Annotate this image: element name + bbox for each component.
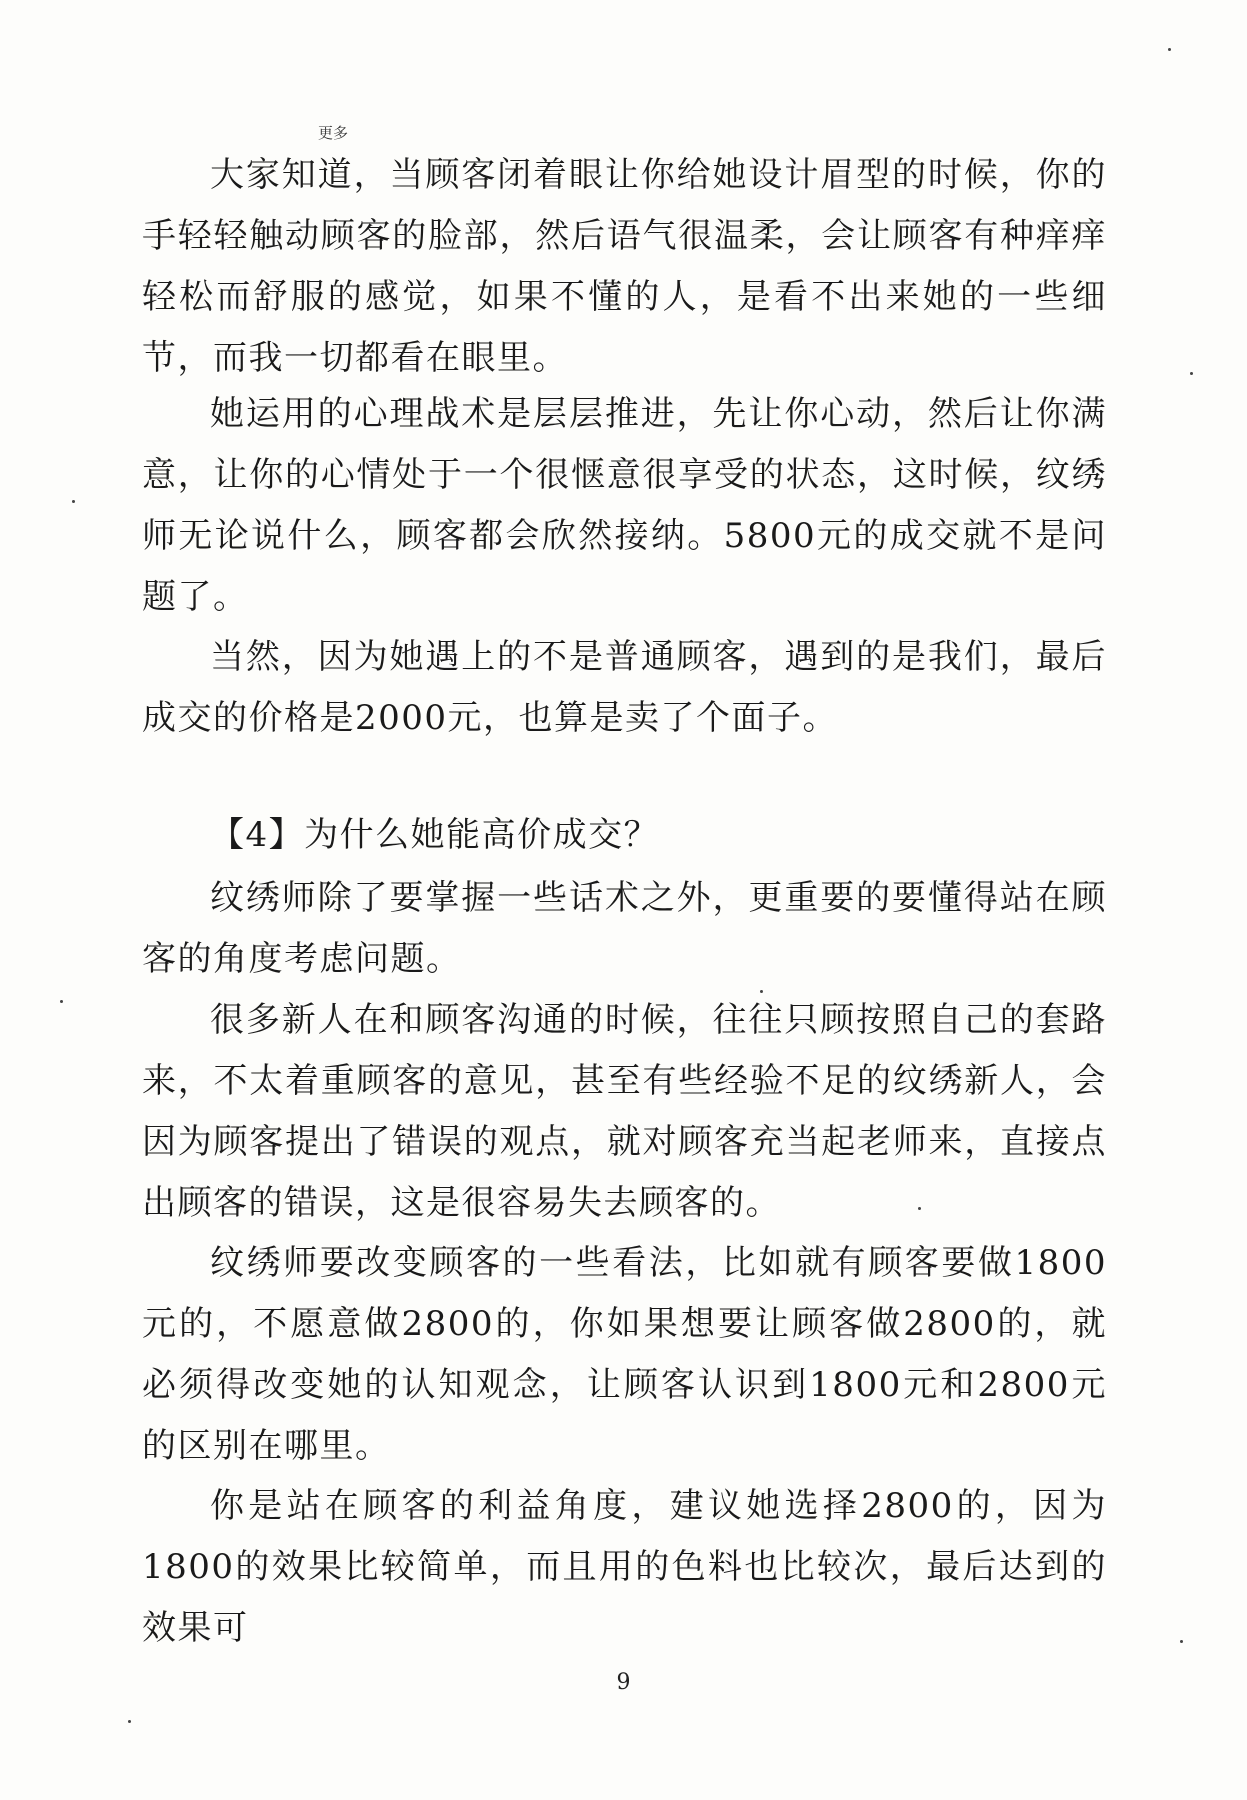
scan-speck bbox=[1168, 48, 1171, 51]
scan-speck bbox=[918, 1207, 921, 1210]
scan-speck bbox=[128, 1720, 131, 1723]
handwritten-annotation: 更多 bbox=[318, 124, 349, 142]
section-paragraph-1: 纹绣师除了要掌握一些话术之外，更重要的要懂得站在顾客的角度考虑问题。 bbox=[142, 878, 1107, 979]
section-heading: 【4】为什么她能高价成交？ bbox=[210, 815, 660, 855]
scan-speck bbox=[1180, 1640, 1183, 1643]
paragraph-1: 大家知道，当顾客闭着眼让你给她设计眉型的时候，你的手轻轻触动顾客的脸部，然后语气很温柔，会让顾客有种痒痒轻松而舒服的感觉，如果不懂的人，是看不出来她的一些细节，而我一切都看在眼里。 bbox=[142, 155, 1107, 378]
scan-speck bbox=[760, 990, 763, 993]
page-number: 9 bbox=[616, 1670, 631, 1695]
scan-speck bbox=[60, 1000, 63, 1003]
paragraph-2: 她运用的心理战术是层层推进，先让你心动，然后让你满意，让你的心情处于一个很惬意很享受的状态，这时候，纹绣师无论说什么，顾客都会欣然接纳。5800元的成交就不是问题了。 bbox=[142, 394, 1107, 617]
section-paragraph-2: 很多新人在和顾客沟通的时候，往往只顾按照自己的套路来，不太着重顾客的意见，甚至有些经验不足的纹绣新人，会因为顾客提出了错误的观点，就对顾客充当起老师来，直接点出顾客的错误，这是很容易失去顾客的。 bbox=[142, 1000, 1107, 1223]
scan-speck bbox=[72, 500, 75, 503]
section-paragraph-3: 纹绣师要改变顾客的一些看法，比如就有顾客要做1800元的，不愿意做2800的，你如果想要让顾客做2800的，就必须得改变她的认知观念，让顾客认识到1800元和2800元的区别在哪里。 bbox=[142, 1243, 1107, 1466]
paragraph-3: 当然，因为她遇上的不是普通顾客，遇到的是我们，最后成交的价格是2000元，也算是卖了个面子。 bbox=[142, 637, 1107, 738]
scan-speck bbox=[1190, 372, 1193, 375]
section-paragraph-4: 你是站在顾客的利益角度，建议她选择2800的，因为1800的效果比较简单，而且用的色料也比较次，最后达到的效果可 bbox=[142, 1486, 1107, 1648]
